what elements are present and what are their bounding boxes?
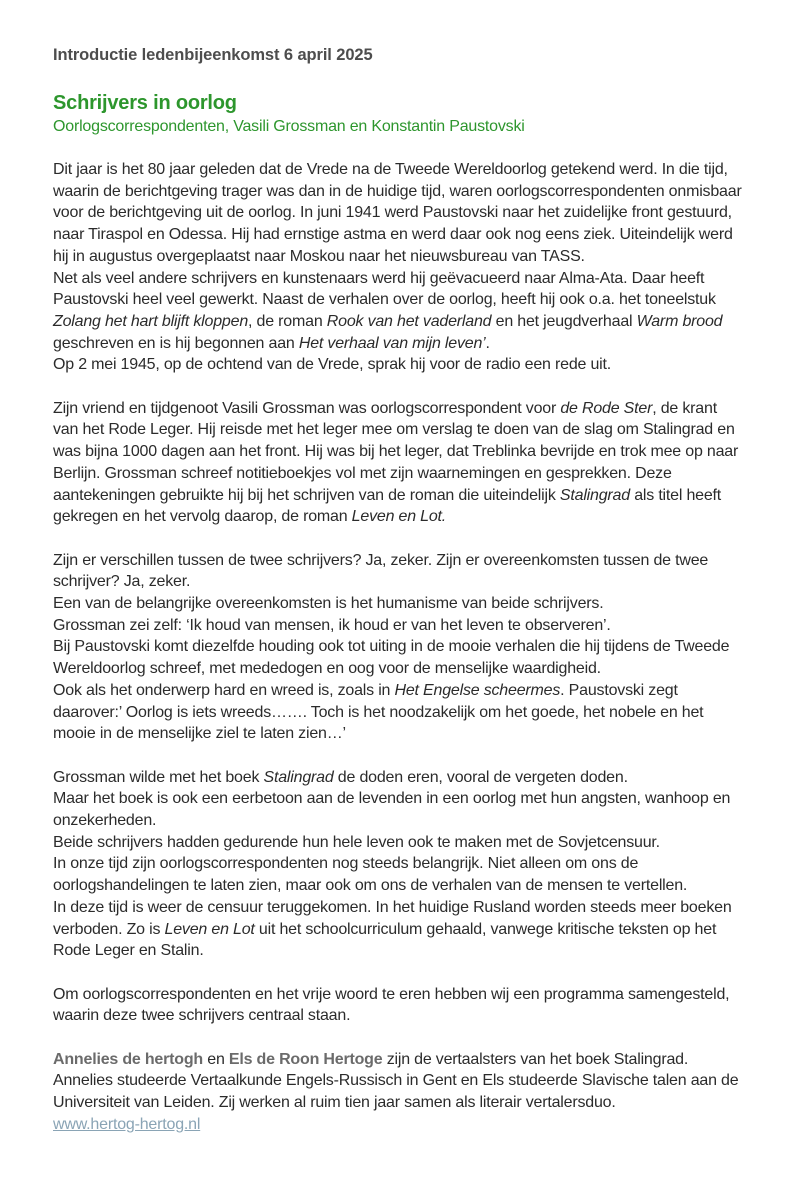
text-run: Leven en Lot. [351, 508, 447, 526]
text-run: . Paustovski zegt daarover:’ Oorlog is iets wreeds……. Toch is het noodzakelijk om het goede, het nobele en het mooie in de menselijke ziel te laten zien…’ [53, 681, 704, 743]
body-paragraph [53, 767, 746, 962]
text-run: en het jeugdverhaal [491, 312, 637, 330]
text-run: Annelies studeerde Vertaalkunde Engels-Russisch in Gent en Els studeerde Slavische talen aan de Universiteit van Leiden. Zij werken al ruim tien jaar samen als literair vertalersduo. [53, 1072, 739, 1112]
text-run: . [485, 334, 490, 352]
text-run: de Rode Ster [560, 399, 653, 417]
body-paragraph [53, 984, 746, 1027]
text-run: en [203, 1050, 229, 1068]
text-run: Stalingrad [559, 486, 630, 504]
text-run: zijn de vertaalsters van het boek Stalingrad. [382, 1050, 689, 1068]
text-run: , de roman [248, 312, 327, 330]
text-run: Het Engelse scheermes [394, 681, 561, 699]
text-run: Zijn er verschillen tussen de twee schrijvers? Ja, zeker. Zijn er overeenkomsten tussen de twee schrijver? Ja, zeker. [53, 551, 709, 591]
text-run: uit het schoolcurriculum gehaald, vanwege kritische teksten op het Rode Leger en Stalin. [53, 920, 717, 960]
text-run: Stalingrad [263, 768, 334, 786]
text-run: Beide schrijvers hadden gedurende hun hele leven ook te maken met de Sovjetcensuur. [53, 833, 660, 851]
article-subheading: Oorlogscorrespondenten, Vasili Grossman en Konstantin Paustovski [53, 118, 525, 135]
body-paragraph [53, 398, 746, 528]
website-link[interactable]: www.hertog-hertog.nl [53, 1115, 201, 1133]
text-run: geschreven en is hij begonnen aan [53, 334, 299, 352]
text-run: Maar het boek is ook een eerbetoon aan de levenden in een oorlog met hun angsten, wanhoop en onzekerheden. [53, 790, 731, 830]
article-heading: Schrijvers in oorlog [53, 92, 237, 114]
text-run: Els de Roon Hertoge [228, 1050, 383, 1068]
body-paragraph [53, 1049, 746, 1136]
text-run: Bij Paustovski komt diezelfde houding ook tot uiting in de mooie verhalen die hij tijdens de Tweede Wereldoorlog schreef, met mededogen en oog voor de menselijke waardigheid. [53, 638, 730, 678]
text-run: Ook als het onderwerp hard en wreed is, zoals in [53, 681, 395, 699]
text-run: Dit jaar is het 80 jaar geleden dat de Vrede na de Tweede Wereldoorlog getekend werd. In die tijd, waarin de berichtgeving trager was dan in de huidige tijd, waren oorlogscorrespondenten onmisbaar voor de berichtgeving uit de oorlog. In juni 1941 werd Paustovski naar het zuidelijke front gestuurd, naar Tiraspol en Odessa. Hij had ernstige astma en werd daar ook nog eens ziek. Uiteindelijk werd hij in augustus overgeplaatst naar Moskou naar het nieuwsbureau van TASS. [53, 161, 742, 265]
text-run: Leven en Lot [164, 920, 255, 938]
article-body [53, 159, 746, 1136]
text-run: Een van de belangrijke overeenkomsten is het humanisme van beide schrijvers. [53, 595, 604, 613]
intro-title: Introductie ledenbijeenkomst 6 april 2025 [53, 46, 373, 64]
text-run: In deze tijd is weer de censuur teruggekomen. In het huidige Rusland worden steeds meer boeken verboden. Zo is [53, 898, 732, 938]
text-run: Het verhaal van mijn leven’ [298, 334, 486, 352]
body-paragraph [53, 159, 746, 376]
text-run: Zolang het hart blijft kloppen [53, 312, 249, 330]
text-run: Zijn vriend en tijdgenoot Vasili Grossman was oorlogscorrespondent voor [53, 399, 561, 417]
body-paragraph [53, 550, 746, 745]
text-run: Op 2 mei 1945, op de ochtend van de Vrede, sprak hij voor de radio een rede uit. [53, 356, 612, 374]
text-run: Rook van het vaderland [326, 312, 492, 330]
text-run: Grossman wilde met het boek [53, 768, 264, 786]
text-run: Om oorlogscorrespondenten en het vrije woord te eren hebben wij een programma samengesteld, waarin deze twee schrijvers centraal staan. [53, 985, 730, 1025]
text-run: In onze tijd zijn oorlogscorrespondenten nog steeds belangrijk. Niet alleen om ons de oorlogshandelingen te laten zien, maar ook om ons de verhalen van de mensen te vertellen. [53, 855, 688, 895]
text-run: als titel heeft gekregen en het vervolg daarop, de roman [53, 486, 722, 526]
text-run: de doden eren, vooral de vergeten doden. [333, 768, 628, 786]
text-run: Net als veel andere schrijvers en kunstenaars werd hij geëvacueerd naar Alma-Ata. Daar heeft Paustovski heel veel gewerkt. Naast de verhalen over de oorlog, heeft hij ook o.a. het toneelstuk [53, 269, 716, 309]
text-run: Warm brood [636, 312, 723, 330]
text-run: Annelies de hertogh [53, 1050, 203, 1068]
text-run: Grossman zei zelf: ‘Ik houd van mensen, ik houd er van het leven te observeren’. [53, 616, 611, 634]
text-run: , de krant van het Rode Leger. Hij reisde met het leger mee om verslag te doen van de slag om Stalingrad en was bijna 1000 dagen aan het front. Hij was bij het leger, dat Treblinka bevrijde en trok mee op naar Berlijn. Grossman schreef notitieboekjes vol met zijn waarnemingen en gesprekken. Deze aantekeningen gebruikte hij bij het schrijven van de roman die uiteindelijk [53, 399, 739, 504]
